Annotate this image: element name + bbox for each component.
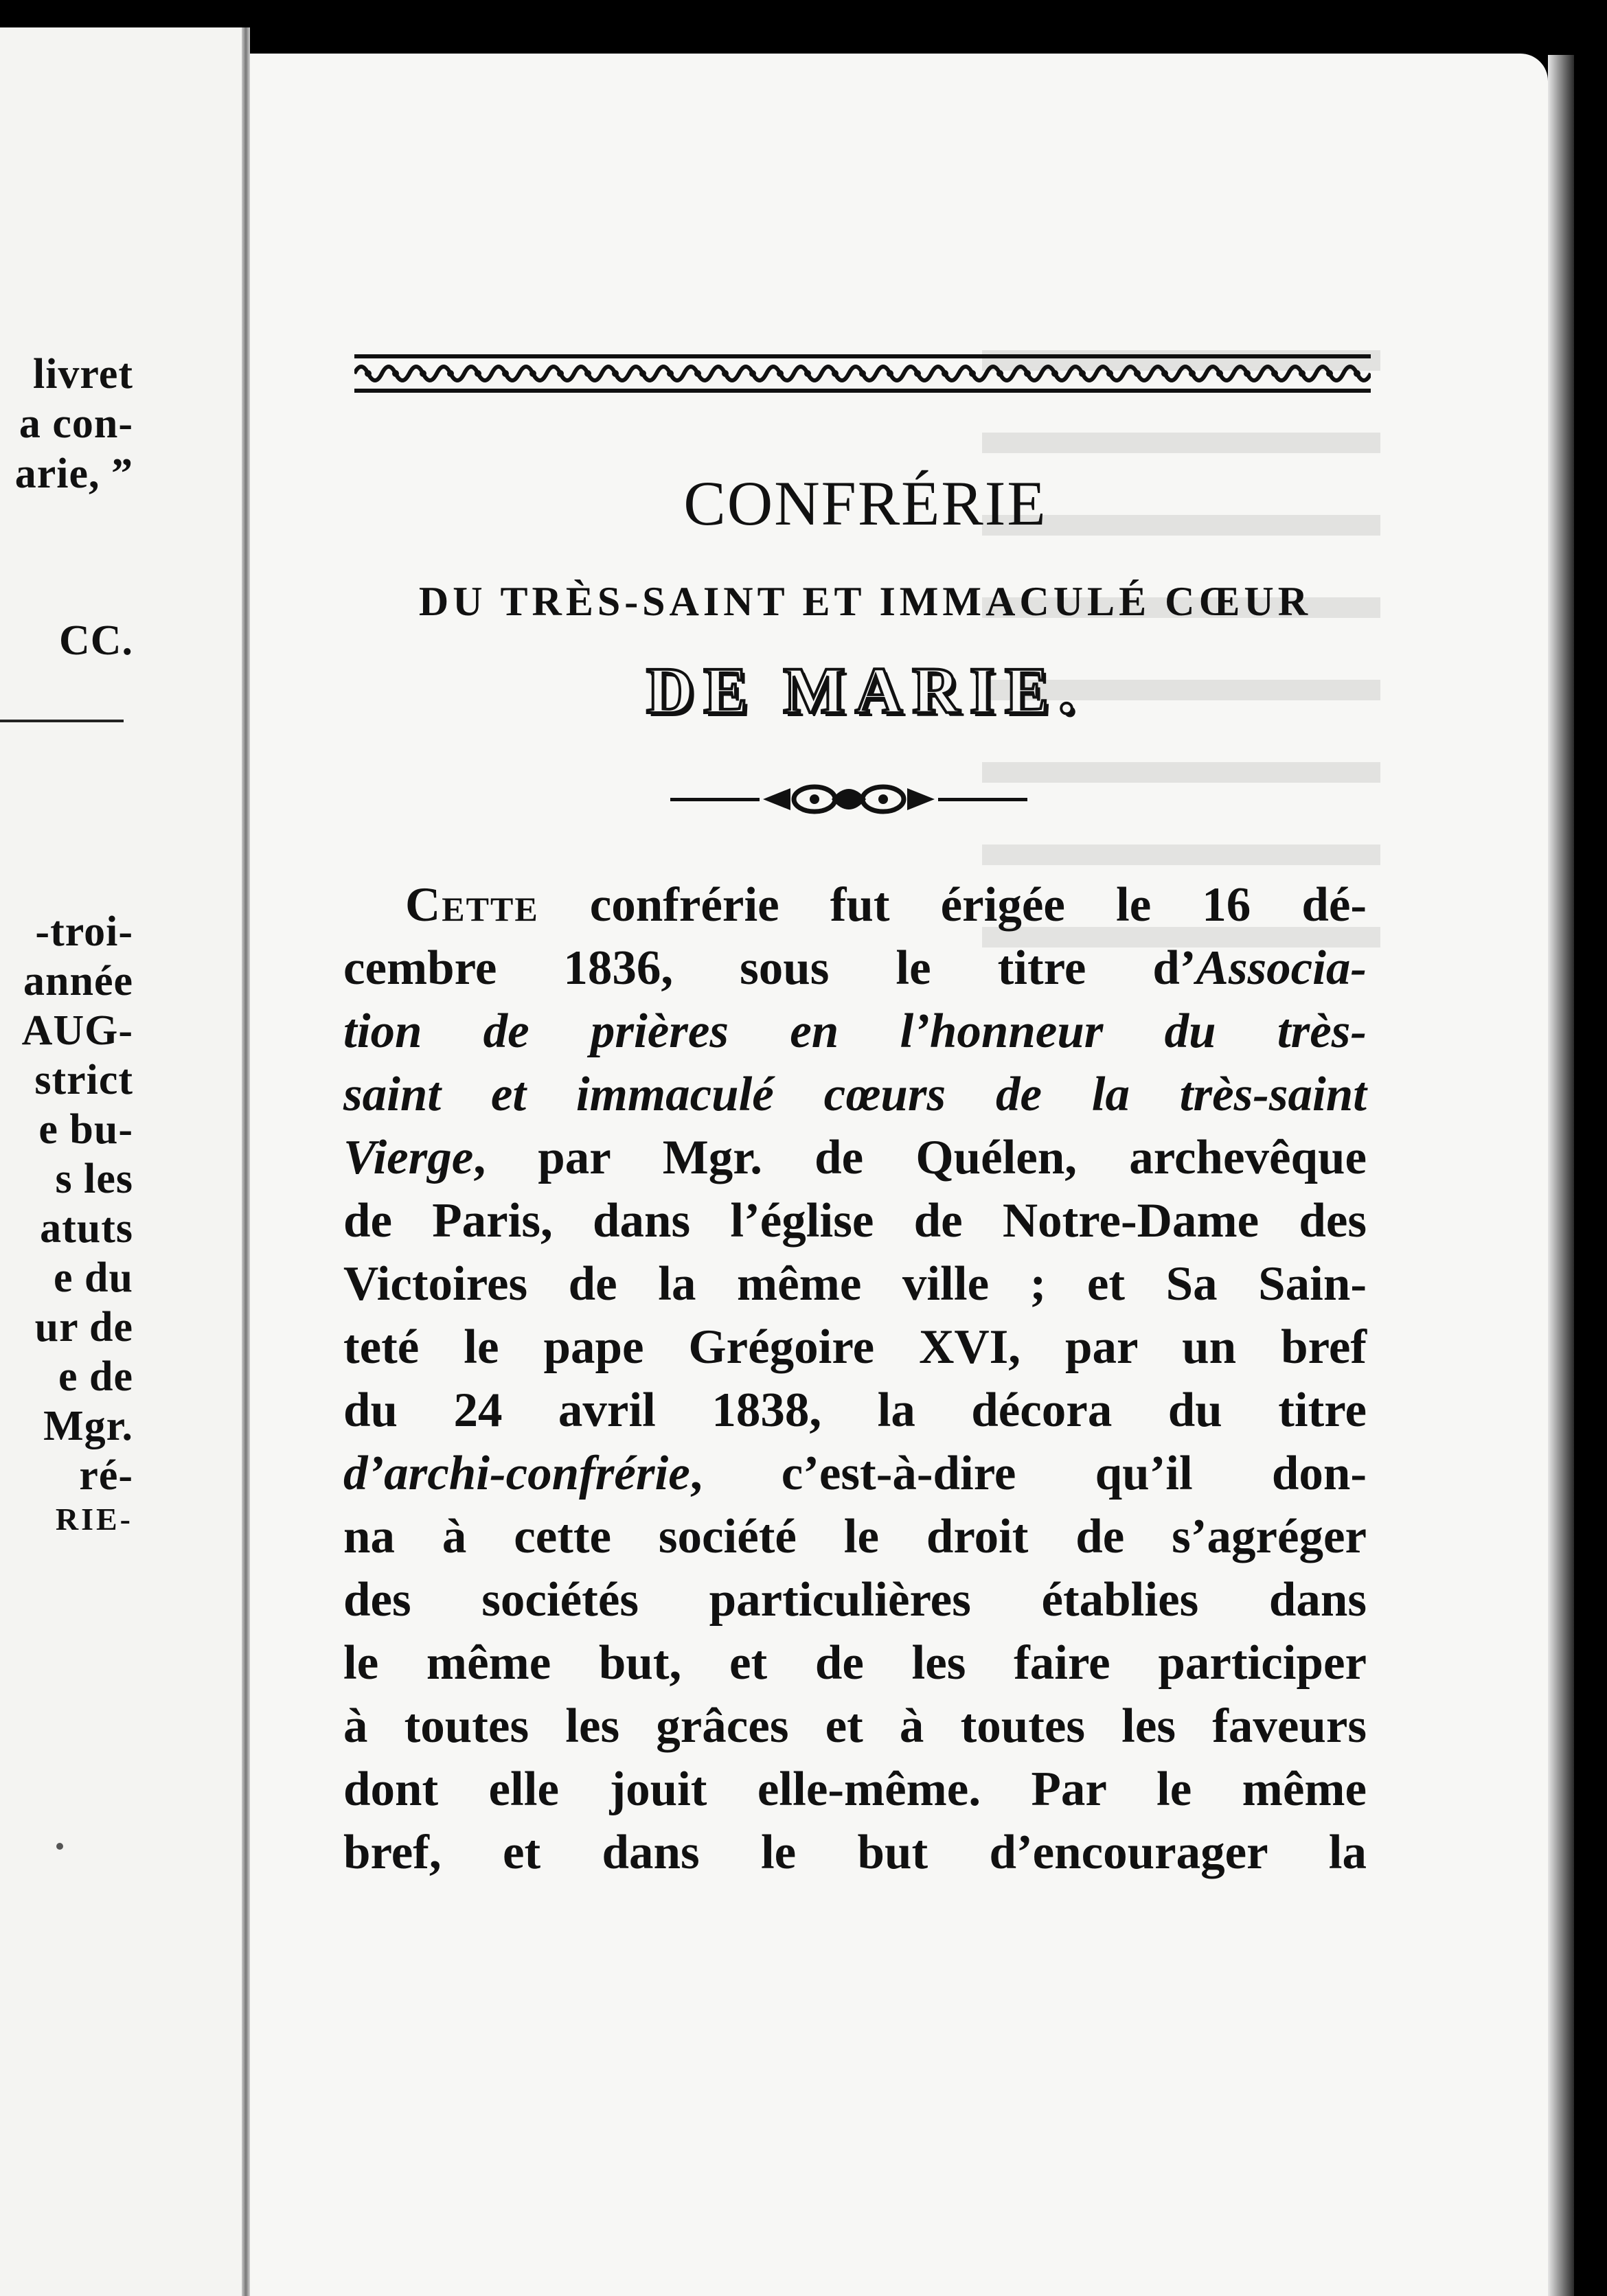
text-line: bref, et dans le but d’encourager la xyxy=(343,1826,1367,1879)
text-line: na à cette société le droit de s’agréger xyxy=(343,1510,1367,1563)
text-line: Cette confrérie fut érigée le 16 dé- xyxy=(405,878,1367,932)
text-line: tion de prières en l’honneur du très- xyxy=(343,1004,1367,1058)
left-fragment: a con- xyxy=(19,400,133,447)
ornament-dot xyxy=(832,370,839,377)
text-line: de Paris, dans l’église de Notre-Dame des xyxy=(343,1194,1367,1248)
ornament-dot xyxy=(639,370,646,377)
page-subtitle-display: DE MARIE. xyxy=(646,654,1084,727)
ornament-dot xyxy=(557,370,564,377)
ornament-dot xyxy=(749,370,756,377)
ornament-dot xyxy=(529,370,536,377)
ornament-dot xyxy=(887,370,893,377)
left-rule xyxy=(0,720,124,722)
ornament-dot xyxy=(1024,370,1031,377)
ornament-dot xyxy=(777,370,784,377)
ornament-dot xyxy=(667,370,674,377)
left-fragment: année xyxy=(23,958,133,1004)
ornament-dot xyxy=(420,370,426,377)
text-line: du 24 avril 1838, la décora du titre xyxy=(343,1384,1367,1437)
ornament-dot xyxy=(475,370,481,377)
left-page-text-fragments xyxy=(0,0,137,2296)
ornament-dot xyxy=(1106,370,1113,377)
scan-border xyxy=(0,0,1607,27)
page-edge-shadow xyxy=(1548,55,1574,2296)
ornament-dot xyxy=(694,370,701,377)
text-line: d’archi-confrérie, c’est-à-dire qu’il don- xyxy=(343,1447,1367,1500)
ornament-dot xyxy=(1354,370,1360,377)
ornament-dot xyxy=(1271,370,1278,377)
ornament-dot xyxy=(942,370,948,377)
ornament-dot xyxy=(1299,370,1306,377)
ornament-dot xyxy=(1134,370,1141,377)
left-fragment: atuts xyxy=(40,1205,133,1252)
text-line: à toutes les grâces et à toutes les faveurs xyxy=(343,1699,1367,1753)
ornament-dot xyxy=(1079,370,1086,377)
ornament-dot xyxy=(914,370,921,377)
ornament-dot xyxy=(1161,370,1168,377)
left-fragment: e bu- xyxy=(38,1106,133,1153)
ornament-dot xyxy=(722,370,729,377)
left-fragment: Mgr. xyxy=(43,1403,133,1449)
ornament-dot xyxy=(969,370,976,377)
ornament-dot xyxy=(1244,370,1251,377)
left-fragment: livret xyxy=(32,351,133,398)
text-line: teté le pape Grégoire XVI, par un bref xyxy=(343,1320,1367,1374)
text-line: dont elle jouit elle-même. Par le même xyxy=(343,1763,1367,1816)
decorative-divider xyxy=(670,779,1027,820)
left-fragment: e de xyxy=(58,1353,133,1400)
left-fragment: strict xyxy=(34,1057,133,1103)
ornament-dot xyxy=(859,370,866,377)
text-line: Victoires de la même ville ; et Sa Sain- xyxy=(343,1257,1367,1311)
left-fragment: s les xyxy=(55,1156,133,1202)
ornament-dot xyxy=(447,370,454,377)
left-fragment: ur de xyxy=(34,1304,133,1351)
ornament-dot xyxy=(1326,370,1333,377)
text-line: saint et immaculé cœurs de la très-saint xyxy=(343,1068,1367,1121)
body-paragraph xyxy=(343,873,1367,1884)
text-line: cembre 1836, sous le titre d’Associa- xyxy=(343,941,1367,995)
ornament-dot xyxy=(392,370,399,377)
ornament-dot xyxy=(1189,370,1196,377)
ornament-dot xyxy=(502,370,509,377)
ornament-dot xyxy=(584,370,591,377)
page-title: CONFRÉRIE xyxy=(683,468,1047,538)
left-fragment: -troi- xyxy=(35,908,133,955)
left-fragment: CC. xyxy=(58,617,133,664)
ornament-dot xyxy=(365,370,372,377)
decorative-border-top xyxy=(354,352,1371,395)
ornament-dot xyxy=(1051,370,1058,377)
ornament-dot xyxy=(804,370,811,377)
text-line: le même but, et de les faire participer xyxy=(343,1636,1367,1690)
ornament-dot xyxy=(996,370,1003,377)
left-fragment: arie, ” xyxy=(14,450,133,497)
left-fragment: ré- xyxy=(79,1452,133,1499)
left-fragment: RIE- xyxy=(55,1502,133,1537)
text-line: Vierge, par Mgr. de Quélen, archevêque xyxy=(343,1131,1367,1184)
left-fragment: AUG- xyxy=(21,1007,133,1054)
ink-dot xyxy=(56,1843,63,1850)
book-gutter xyxy=(242,27,250,2296)
ornament-dot xyxy=(1216,370,1223,377)
left-fragment: e du xyxy=(54,1254,133,1301)
ornament-dot xyxy=(612,370,619,377)
page-subtitle: DU TRÈS-SAINT ET IMMACULÉ CŒUR xyxy=(418,579,1312,624)
text-line: des sociétés particulières établies dans xyxy=(343,1573,1367,1627)
